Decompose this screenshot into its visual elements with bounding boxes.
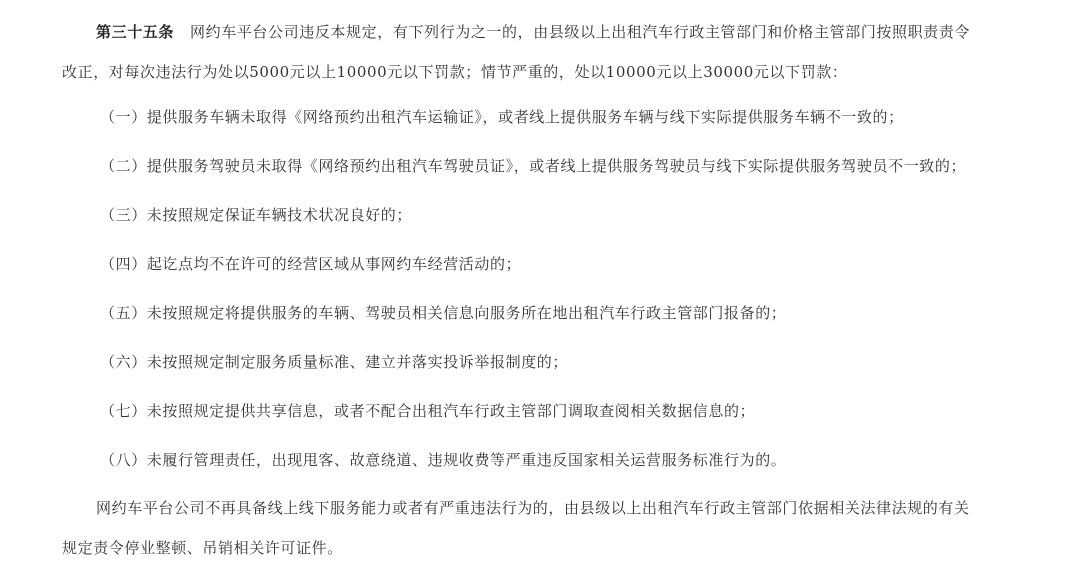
closing-paragraph-line-1: 网约车平台公司不再具备线上线下服务能力或者有严重违法行为的，由县级以上出租汽车行政主管部门依据相关法律法规的有关 [96, 499, 970, 517]
article-number: 第三十五条 [96, 23, 175, 41]
list-item: （七）未按照规定提供共享信息，或者不配合出租汽车行政主管部门调取查阅相关数据信息的； [100, 402, 756, 420]
list-item: （三）未按照规定保证车辆技术状况良好的； [100, 206, 413, 224]
list-item: （一）提供服务车辆未取得《网络预约出租汽车运输证》，或者线上提供服务车辆与线下实际提供服务车辆不一致的； [100, 108, 904, 126]
list-item: （二）提供服务驾驶员未取得《网络预约出租汽车驾驶员证》，或者线上提供服务驾驶员与线下实际提供服务驾驶员不一致的； [100, 157, 967, 175]
article-intro-line-1 [96, 22, 970, 42]
closing-paragraph-line-2: 规定责令停业整顿、吊销相关许可证件。 [62, 539, 343, 557]
list-item: （四）起讫点均不在许可的经营区域从事网约车经营活动的； [100, 255, 522, 273]
list-item: （八）未履行管理责任，出现甩客、故意绕道、违规收费等严重违反国家相关运营服务标准行为的。 [100, 451, 787, 469]
article-intro-line-2: 改正，对每次违法行为处以5000元以上10000元以下罚款；情节严重的，处以10000元以上30000元以下罚款： [62, 63, 848, 81]
article-intro-text: 网约车平台公司违反本规定，有下列行为之一的，由县级以上出租汽车行政主管部门和价格主管部门按照职责责令 [190, 23, 971, 41]
list-item: （五）未按照规定将提供服务的车辆、驾驶员相关信息向服务所在地出租汽车行政主管部门报备的； [100, 304, 787, 322]
list-item: （六）未按照规定制定服务质量标准、建立并落实投诉举报制度的； [100, 353, 569, 371]
